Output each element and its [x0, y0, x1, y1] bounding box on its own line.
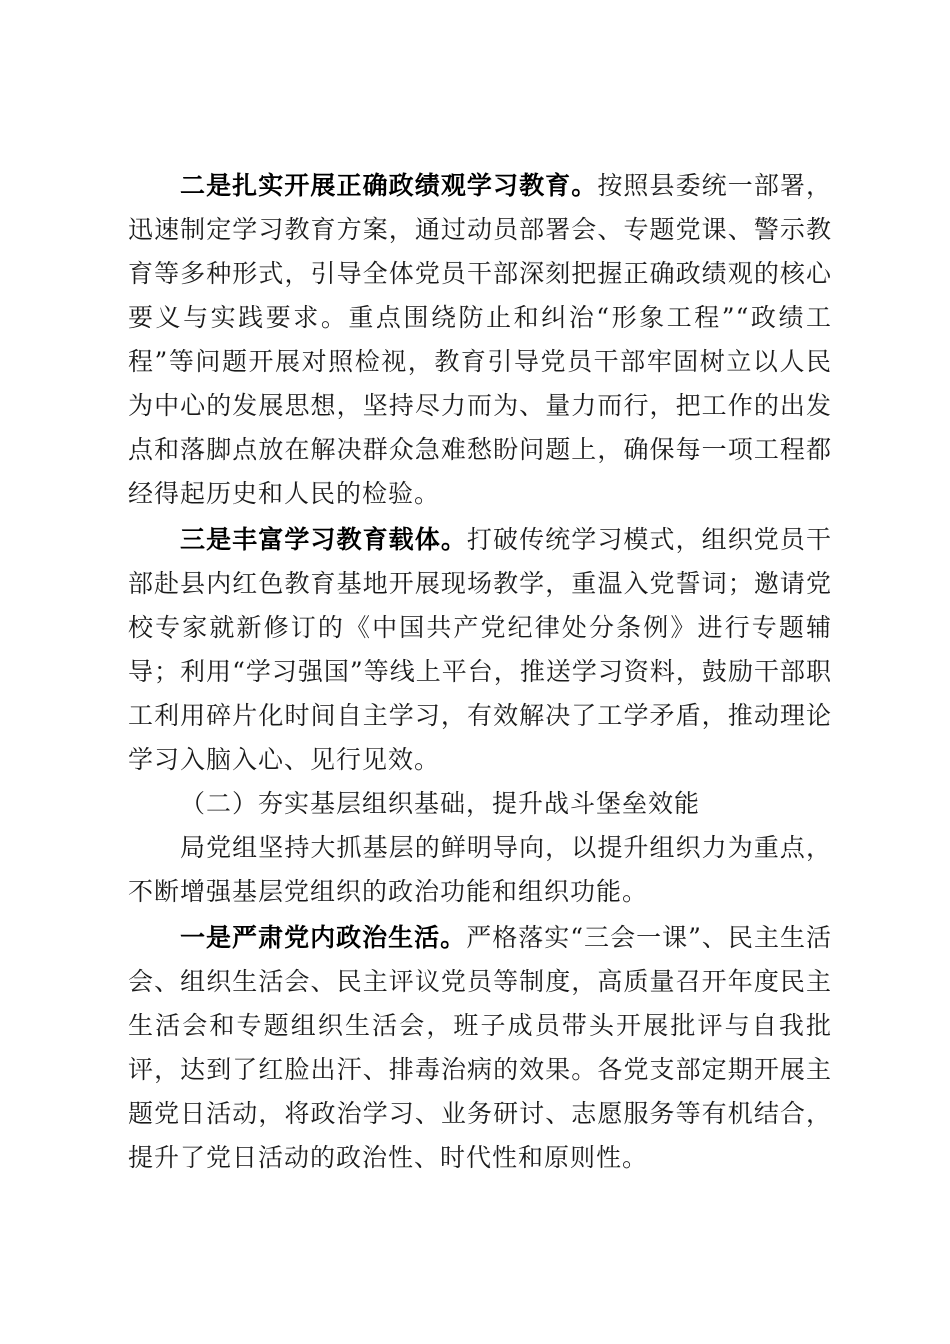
paragraph-lead: 一是严肃党内政治生活。: [180, 923, 467, 952]
paragraph-political-life: [128, 916, 832, 1180]
paragraph-text: 局党组坚持大抓基层的鲜明导向，以提升组织力为重点，不断增强基层党组织的政治功能和组织功能。: [128, 833, 832, 906]
paragraph-text: 按照县委统一部署，迅速制定学习教育方案，通过动员部署会、专题党课、警示教育等多种形式，引导全体党员干部深刻把握正确政绩观的核心要义与实践要求。重点围绕防止和纠治“形象工程”“政绩工程”等问题开展对照检视，教育引导党员干部牢固树立以人民为中心的发展思想，坚持尽力而为、量力而行，把工作的出发点和落脚点放在解决群众急难愁盼问题上，确保每一项工程都经得起历史和人民的检验。: [128, 171, 832, 508]
paragraph-text: 打破传统学习模式，组织党员干部赴县内红色教育基地开展现场教学，重温入党誓词；邀请党校专家就新修订的《中国共产党纪律处分条例》进行专题辅导；利用“学习强国”等线上平台，推送学习资料，鼓励干部职工利用碎片化时间自主学习，有效解决了工学矛盾，推动理论学习入脑入心、见行见效。: [128, 525, 832, 774]
paragraph-text: 严格落实“三会一课”、民主生活会、组织生活会、民主评议党员等制度，高质量召开年度民主生活会和专题组织生活会，班子成员带头开展批评与自我批评，达到了红脸出汗、排毒治病的效果。各党支部定期开展主题党日活动，将政治学习、业务研讨、志愿服务等有机结合，提升了党日活动的政治性、时代性和原则性。: [128, 923, 832, 1172]
section-heading: （二）夯实基层组织基础，提升战斗堡垒效能: [180, 789, 701, 818]
paragraph-intro: [128, 826, 832, 914]
paragraph-lead: 二是扎实开展正确政绩观学习教育。: [180, 171, 598, 200]
document-body: [128, 164, 832, 1180]
paragraph-lead: 三是丰富学习教育载体。: [180, 525, 467, 554]
paragraph-learning-carriers: [128, 518, 832, 782]
paragraph-study-education: [128, 164, 832, 516]
